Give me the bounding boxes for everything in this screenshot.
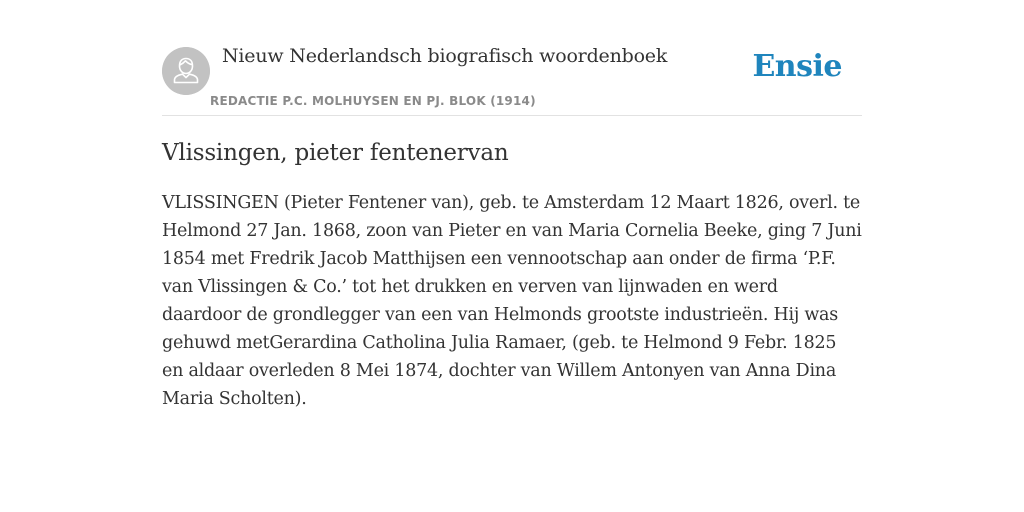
source-header	[162, 40, 862, 116]
user-silhouette-icon	[162, 47, 210, 95]
source-subtitle: REDACTIE P.C. MOLHUYSEN EN PJ. BLOK (1914)	[210, 94, 536, 108]
entry-body: VLISSINGEN (Pieter Fentener van), geb. te Amsterdam 12 Maart 1826, overl. te Helmond 27 Jan. 1868, zoon van Pieter en van Maria Cornelia Beeke, ging 7 Juni 1854 met Fredrik Jacob Matthijsen een vennootschap aan onder de firma ‘P.F. van Vlissingen & Co.’ tot het drukken en verven van lijnwaden en werd daardoor de grondlegger van een van Helmonds grootste industrieën. Hij was gehuwd metGerardina Catholina Julia Ramaer, (geb. te Helmond 9 Febr. 1825 en aldaar overleden 8 Mei 1874, dochter van Willem Antonyen van Anna Dina Maria Scholten).	[162, 193, 862, 409]
ensie-logo-link[interactable]: Ensie	[752, 49, 842, 84]
source-title: Nieuw Nederlandsch biografisch woordenboek	[222, 45, 668, 67]
entry-card	[162, 40, 862, 413]
entry-title: Vlissingen, pieter fentenervan	[162, 140, 509, 166]
